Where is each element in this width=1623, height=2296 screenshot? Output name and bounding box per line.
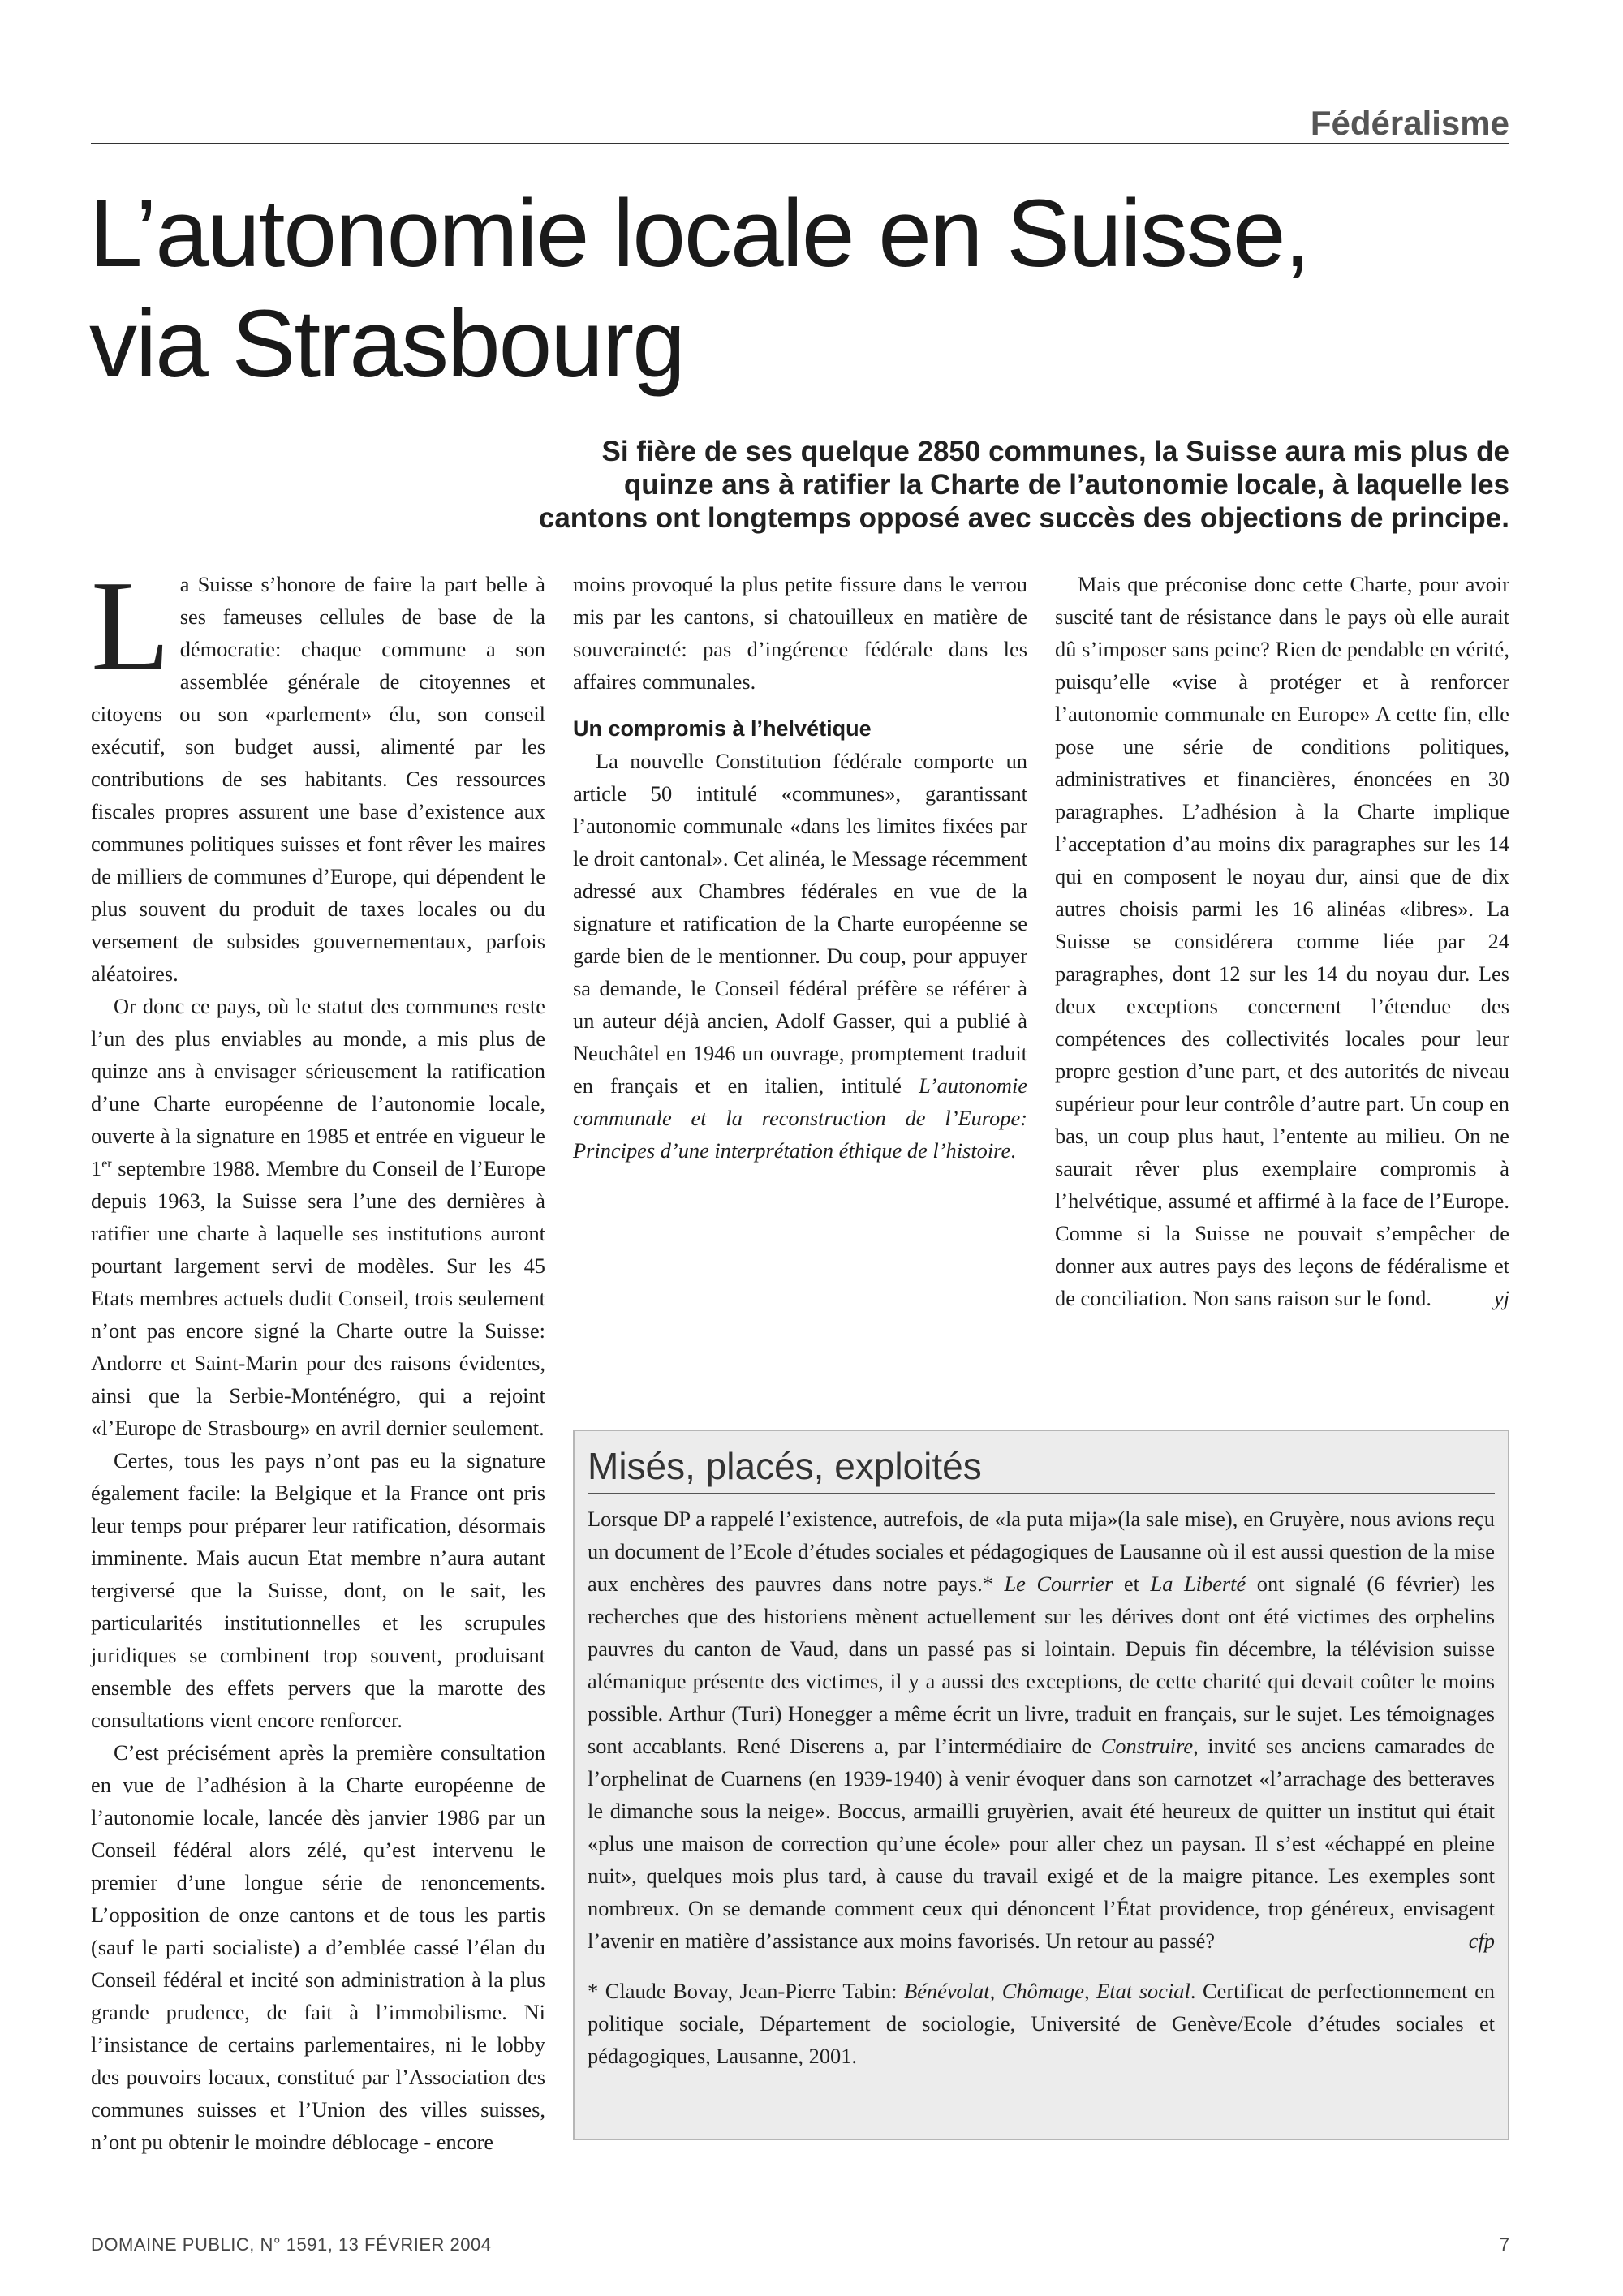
footer-publication: DOMAINE PUBLIC, N° 1591, 13 FÉVRIER 2004 bbox=[91, 2234, 492, 2255]
article-title bbox=[89, 178, 1518, 399]
sidebar-box bbox=[573, 1430, 1509, 2140]
column-3 bbox=[1055, 568, 1509, 1314]
paragraph-5: La nouvelle Constitution fédérale comporte un article 50 intitulé «communes», garantissant l’autonomie communale «dans les limites fixées par le droit cantonal». Cet alinéa, le Message récemment adressé aux Chambres fédérales en vue de la signature et ratification de la Charte européenne se garde bien de le mentionner. Du coup, pour appuyer sa demande, le Conseil fédéral préfère se référer à un auteur déjà ancien, Adolf Gasser, qui a publié à Neuchâtel en 1946 un ouvrage, promptement traduit en français et en italien, intitulé L’autonomie communale et la reconstruction de l’Europe: Principes d’une interprétation éthique de l’histoire. bbox=[573, 749, 1027, 1163]
title-line-1: L’autonomie locale en Suisse, bbox=[89, 180, 1310, 287]
paragraph-4-continued: moins provoqué la plus petite fissure dans le verrou mis par les cantons, si chatouilleux en matière de souveraineté: pas d’ingérence fédérale dans les affaires communales. bbox=[573, 572, 1027, 694]
box-footnote: * Claude Bovay, Jean-Pierre Tabin: Bénévolat, Chômage, Etat social. Certificat de perfectionnement en politique sociale, Département de sociologie, Université de Genève/Ecole d’études sociales et pédagogiques, Lausanne, 2001. bbox=[588, 1979, 1495, 2068]
lead-line-2: quinze ans à ratifier la Charte de l’autonomie locale, à laquelle les bbox=[623, 469, 1509, 501]
article-lead bbox=[325, 435, 1509, 535]
title-line-2: via Strasbourg bbox=[89, 290, 684, 398]
paragraph-1 bbox=[91, 553, 545, 990]
section-label: Fédéralisme bbox=[1310, 104, 1509, 142]
column-2 bbox=[573, 568, 1027, 1167]
lead-line-1: Si fière de ses quelque 2850 communes, la Suisse aura mis plus de bbox=[601, 436, 1509, 467]
paragraph-4: C’est précisément après la première consultation en vue de l’adhésion à la Charte européenne de l’autonomie locale, lancée dès janvier 1986 par un Conseil fédéral alors zélé, qu’est intervenu le premier d’une longue série de renoncements. L’opposition de onze cantons et de tous les partis (sauf le parti socialiste) a d’emblée cassé l’élan du Conseil fédéral et incité son administration à la plus grande prudence, de fait à l’immobilisme. Ni l’insistance de certains parlementaires, ni le lobby des pouvoirs locaux, constitué par l’Association des communes suisses et l’Union des villes suisses, n’ont pu obtenir le moindre déblocage - encore bbox=[91, 1740, 545, 2154]
drop-cap: L bbox=[91, 553, 170, 698]
paragraph-3: Certes, tous les pays n’ont pas eu la signature également facile: la Belgique et la France ont pris leur temps pour préparer leur ratification, désormais imminente. Mais aucun Etat membre n’aura autant tergiversé que la Suisse, dont, on le sait, les particularités institutionnelles et les scrupules juridiques se combinent trop souvent, produisant ensemble des effets pervers que la marotte des consultations vient encore renforcer. bbox=[91, 1448, 545, 1732]
author-signature: yj bbox=[1493, 1286, 1509, 1310]
paragraph-1-text: a Suisse s’honore de faire la part belle à ses fameuses cellules de base de la démocratie: chaque commune a son assemblée générale de citoyennes et citoyens ou son «parlement» élu, son conseil exécutif, son budget aussi, alimenté par les contributions de ses habitants. Ces ressources fiscales propres assurent une base d’existence aux communes politiques suisses et font rêver les maires de milliers de communes d’Europe, qui dépendent le plus souvent du produit de taxes locales ou du versement de subsides gouvernementaux, parfois aléatoires. bbox=[91, 572, 545, 986]
header-rule bbox=[91, 143, 1509, 144]
column-1 bbox=[91, 553, 545, 2158]
box-paragraph: Lorsque DP a rappelé l’existence, autrefois, de «la puta mija»(la sale mise), en Gruyère, nous avions reçu un document de l’Ecole d’études sociales et pédagogiques de Lausanne où il est aussi question de la mise aux enchères des pauvres dans notre pays.* Le Courrier et La Liberté ont signalé (6 février) les recherches que des historiens mènent actuellement sur les dérives dont ont été victimes des orphelins pauvres du canton de Vaud, dans un passé pas si lointain. Depuis fin décembre, la télévision suisse alémanique présente des victimes, il y a aussi des exceptions, de cette charité qui devait coûter le moins possible. Arthur (Turi) Honegger a même écrit un livre, traduit en français, sur le sujet. Les témoignages sont accablants. René Diserens a, par l’intermédiaire de Construire, invité ses anciens camarades de l’orphelinat de Cuarnens (en 1939-1940) à venir évoquer dans son carnotzet «l’arrachage des betteraves le dimanche sous la neige». Boccus, armailli gruyèrien, avait été heureux de quitter un institut qui était «plus une maison de correction qu’une école» pour aller chez un paysan. Il s’est «échappé en pleine nuit», quelques mois plus tard, à cause du travail exigé et de la maigre pitance. Les exemples sont nombreux. On se demande comment ceux qui dénoncent l’État providence, trop généreux, envisagent l’avenir en matière d’assistance aux moins favorisés. Un retour au passé? cfp bbox=[588, 1503, 1495, 1957]
box-signature: cfp bbox=[1468, 1928, 1495, 1953]
paragraph-2: Or donc ce pays, où le statut des communes reste l’un des plus enviables au monde, a mis plus de quinze ans à envisager sérieusement la ratification d’une Charte européenne de l’autonomie locale, ouverte à la signature en 1985 et entrée en vigueur le 1er septembre 1988. Membre du Conseil de l’Europe depuis 1963, la Suisse sera l’une des dernières à ratifier une charte à laquelle ses institutions auront pourtant largement servi de modèles. Sur les 45 Etats membres actuels dudit Conseil, trois seulement n’ont pas encore signé la Charte outre la Suisse: Andorre et Saint-Marin pour des raisons évidentes, ainsi que la Serbie-Monténégro, qui a rejoint «l’Europe de Strasbourg» en avril dernier seulement. bbox=[91, 994, 545, 1440]
subheading: Un compromis à l’helvétique bbox=[573, 716, 872, 741]
box-rule bbox=[588, 1493, 1495, 1494]
page-number: 7 bbox=[1499, 2234, 1509, 2255]
paragraph-6: Mais que préconise donc cette Charte, pour avoir suscité tant de résistance dans le pays où elle aurait dû s’imposer sans peine? Rien de pendable en vérité, puisqu’elle «vise à protéger et à renforcer l’autonomie communale en Europe» A cette fin, elle pose une série de conditions politiques, administratives et financières, énoncées en 30 paragraphes. L’adhésion à la Charte implique l’acceptation d’au moins dix paragraphes sur les 14 qui en composent le noyau dur, ainsi que de dix autres choisis parmi les 16 alinéas «libres». La Suisse se considérera comme liée par 24 paragraphes, dont 12 sur les 14 du noyau dur. Les deux exceptions concernent l’étendue des compétences des collectivités locales pour leur propre gestion d’une part, et des autorités de niveau supérieur pour leur contrôle d’autre part. Un coup en bas, un coup plus haut, l’entente au milieu. On ne saurait rêver plus exemplaire compromis à l’helvétique, assumé et affirmé à la face de l’Europe. Comme si la Suisse ne pouvait s’empêcher de donner aux autres pays des leçons de fédéralisme et de conciliation. Non sans raison sur le fond. yj bbox=[1055, 568, 1509, 1314]
lead-line-3: cantons ont longtemps opposé avec succès des objections de principe. bbox=[538, 502, 1509, 534]
box-title: Misés, placés, exploités bbox=[588, 1445, 982, 1487]
